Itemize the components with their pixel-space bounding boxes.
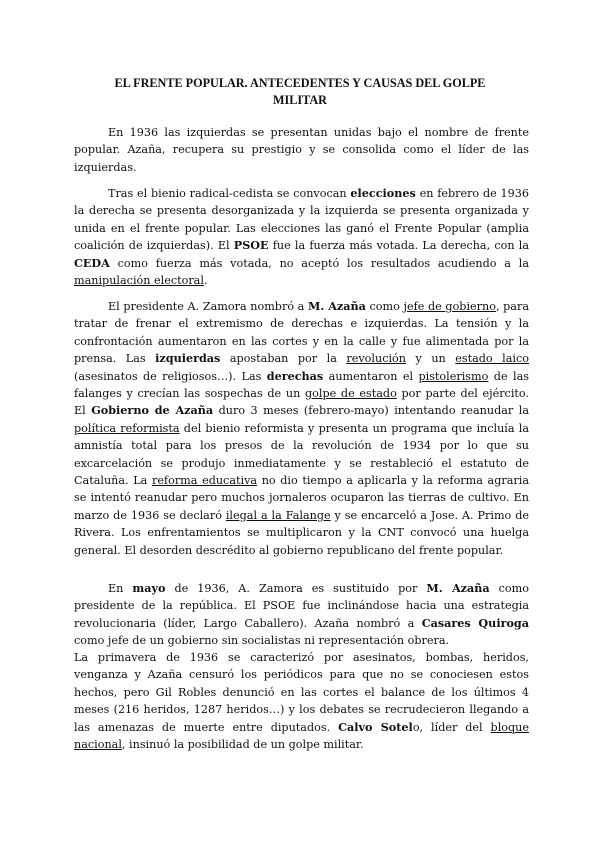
paragraph-gobierno-azana [74,298,529,559]
text-run: de 1936, A. Zamora es sustituido por [165,582,427,595]
text-run: como [365,300,404,313]
text-run: del bienio reformista y presenta un programa que incluía la amnistía total para los presos de la revolución de 1934 por lo que su excarcelación se produjo inmediatamente y se restableció el estatuto de Cataluña. La [74,421,529,488]
text-run: como jefe de un gobierno sin socialistas ni representación obrera. [74,634,450,648]
text-run: o, líder del [412,720,491,734]
text-run: , insinuó la posibilidad de un golpe militar. [121,738,364,752]
text-run: (asesinatos de religiosos…). Las [74,369,267,383]
paragraph-primavera-1936 [74,649,529,753]
text-run: El presidente A. Zamora nombró a [108,300,308,313]
bold-term: derechas [266,368,324,383]
underlined-term: revolución [346,352,406,366]
bold-term: Calvo Sotel [338,719,413,734]
underlined-term: bloque nacional [74,720,530,752]
text-run: en febrero de 1936 la derecha se presenta desorganizada y la izquierda se presenta organizada y unida en el frente popular. Las elecciones las ganó el Frente Popular (amplia coalición de izquierdas). El [74,187,529,253]
bold-term: Casares Quiroga [421,615,529,630]
text-run: En 1936 las izquierdas se presentan unidas bajo el nombre de frente popular. Azaña, recupera su prestigio y se consolida como el líder de las izquierdas. [74,126,529,174]
underlined-term: estado laico [455,352,529,366]
text-run: aumentaron el [323,369,419,383]
text-run: como fuerza más votada, no aceptó los resultados acudiendo a la [109,256,529,270]
underlined-term: golpe de estado [304,387,397,401]
underlined-term: manipulación electoral [74,274,204,288]
underlined-term: ilegal a la Falange [225,508,331,522]
text-run: fue la fuerza más votada. La derecha, con la [268,239,529,253]
bold-term: CEDA [74,255,110,270]
text-run: por parte del ejército. El [74,387,529,418]
paragraph-elecciones [74,185,529,289]
bold-term: mayo [132,581,166,595]
text-run: y se encarceló a Jose. A. Primo de Rivera. Los enfrentamientos se multiplicaron y la CNT convocó una huelga general. El desorden descrédito al gobierno republicano del frente popular. [74,508,529,557]
bold-term: izquierdas [155,351,221,366]
text-run: En [108,582,133,595]
bold-term: PSOE [233,238,269,253]
text-run: . [203,274,208,288]
underlined-term: política reformista [74,421,180,435]
text-run: La primavera de 1936 se caracterizó por asesinatos, bombas, heridos, venganza y Azaña censuró los periódicos para que no se conociesen estos hechos, pero Gil Robles denunció en las cortes el balance de los últimos 4 meses (216 heridos, 1287 heridos…) y los debates se recrudecieron llegando a las amenazas de muerte entre diputados. [74,651,529,734]
bold-term: M. Azaña [307,299,366,313]
underlined-term: jefe de gobierno [403,300,496,313]
text-run: apostaban por la [220,352,347,366]
document-title: EL FRENTE POPULAR. ANTECEDENTES Y CAUSAS DEL GOLPE MILITAR [114,76,486,107]
bold-term: M. Azaña [426,581,490,595]
text-run: duro 3 meses (febrero-mayo) intentando reanudar la [213,404,529,418]
bold-term: elecciones [350,186,416,200]
text-run: como presidente de la república. El PSOE fue inclinándose hacia una estrategia revolucionaria (líder, Largo Caballero). Azaña nombró a [74,582,529,630]
text-run: Tras el bienio radical-cedista se convocan [108,187,351,200]
underlined-term: reforma educativa [151,474,258,488]
underlined-term: pistolerismo [418,369,489,383]
bold-term: Gobierno de Azaña [91,403,214,418]
paragraph-frente-popular [74,124,529,176]
text-run: , para tratar de frenar el extremismo de derechas e izquierdas. La tensión y la confrontación aumentaron en las cortes y en la calle y fue alimentada por la prensa. Las [74,300,529,366]
text-run: de las falanges y crecían las sospechas de un [74,369,529,401]
paragraph-mayo-1936 [74,580,529,650]
text-run: y un [405,352,456,366]
text-run: no dio tiempo a aplicarla y la reforma agraria se intentó reanudar pero muchos jornaleros ocuparon las tierras de cultivo. En marzo de 1936 se declaró [74,474,530,522]
